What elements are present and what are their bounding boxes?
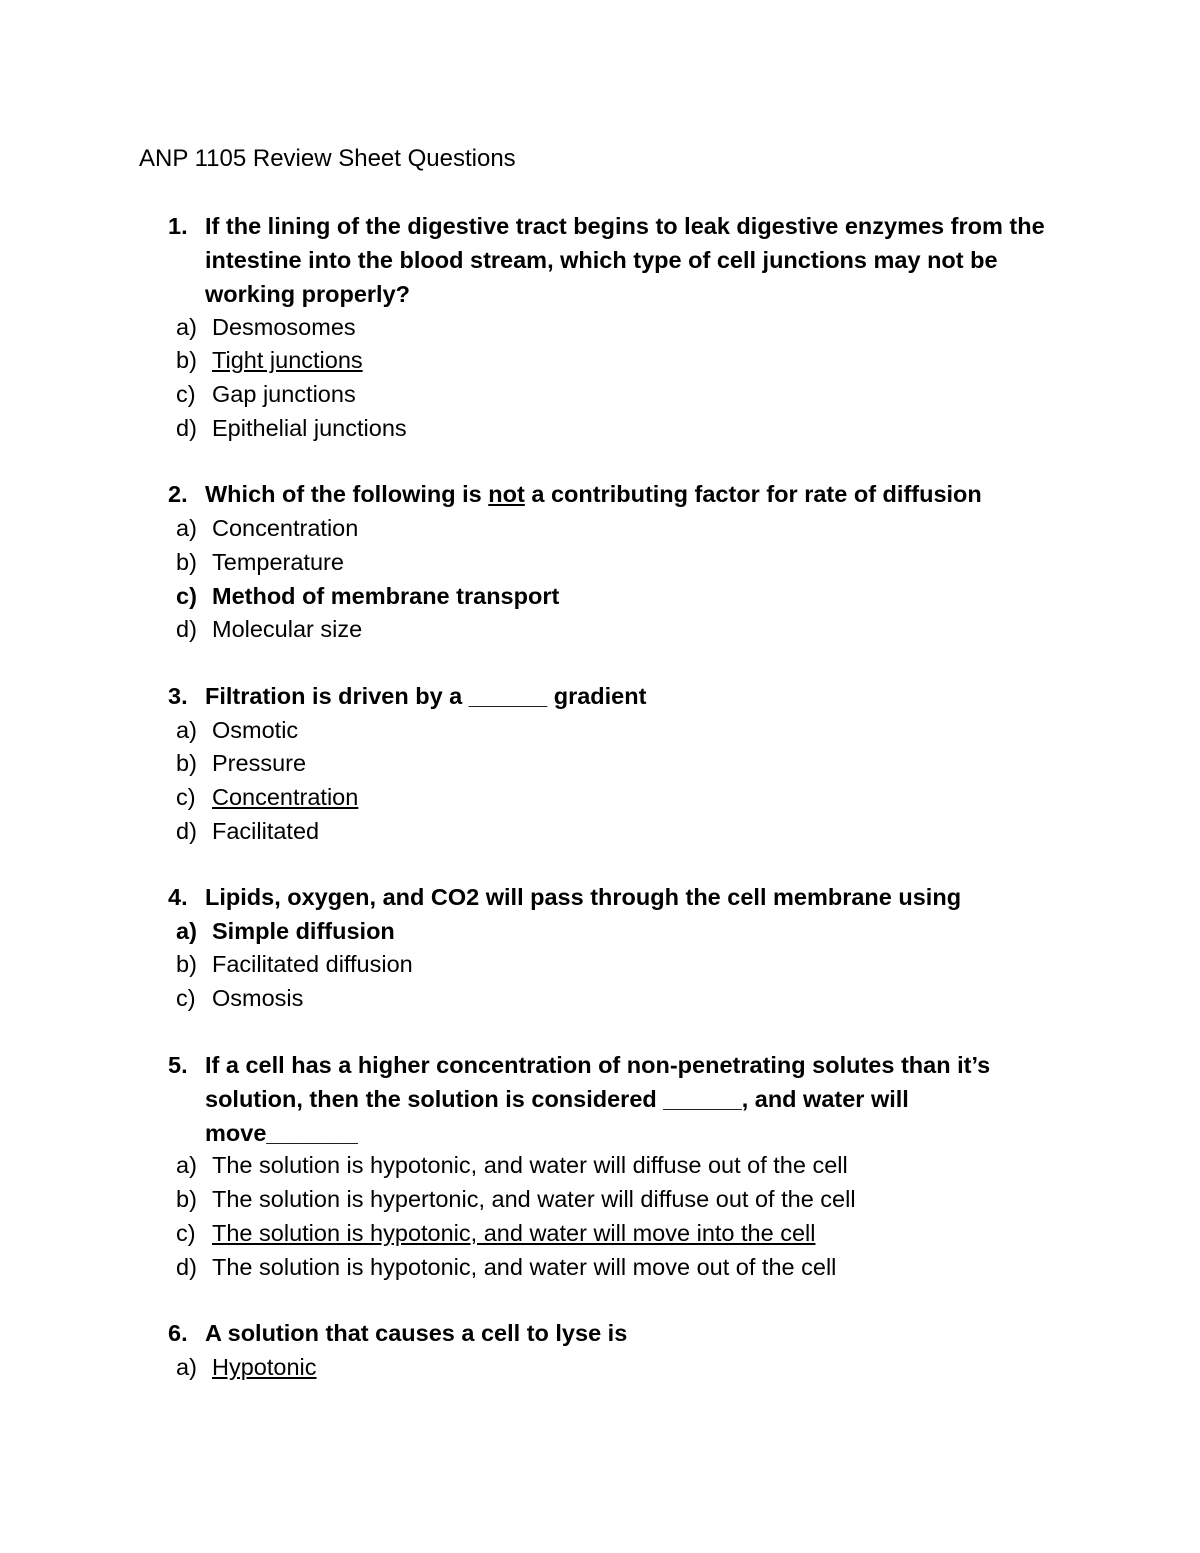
question-text: Lipids, oxygen, and CO2 will pass through the cell membrane using bbox=[205, 884, 962, 910]
option-letter: b) bbox=[176, 347, 197, 373]
question-number: 2. bbox=[168, 481, 188, 507]
option-text: The solution is hypertonic, and water will diffuse out of the cell bbox=[212, 1186, 856, 1212]
option-2d bbox=[176, 612, 362, 646]
option-letter: a) bbox=[176, 1354, 197, 1380]
option-text: Simple diffusion bbox=[212, 918, 395, 944]
option-1c bbox=[176, 377, 356, 411]
option-3d bbox=[176, 814, 319, 848]
option-letter: a) bbox=[176, 918, 197, 944]
option-letter: a) bbox=[176, 1152, 197, 1178]
option-text: Concentration bbox=[212, 515, 359, 541]
option-text: The solution is hypotonic, and water will diffuse out of the cell bbox=[212, 1152, 848, 1178]
option-2a bbox=[176, 511, 358, 545]
option-letter: c) bbox=[176, 1220, 196, 1246]
option-3b bbox=[176, 746, 306, 780]
option-4c bbox=[176, 981, 303, 1015]
option-letter: c) bbox=[176, 784, 196, 810]
question-number: 1. bbox=[168, 213, 188, 239]
option-text: Method of membrane transport bbox=[212, 583, 560, 609]
option-text: Hypotonic bbox=[212, 1354, 317, 1380]
option-letter: b) bbox=[176, 951, 197, 977]
option-4b bbox=[176, 947, 413, 981]
emphasis-not: not bbox=[488, 481, 525, 507]
option-5a bbox=[176, 1148, 848, 1182]
question-6 bbox=[168, 1316, 1078, 1350]
question-number: 5. bbox=[168, 1052, 188, 1078]
option-text: Pressure bbox=[212, 750, 307, 776]
question-4 bbox=[168, 880, 1078, 914]
option-1b bbox=[176, 343, 363, 377]
option-text: Facilitated diffusion bbox=[212, 951, 413, 977]
option-letter: c) bbox=[176, 583, 197, 609]
option-5d bbox=[176, 1250, 836, 1284]
question-text: Filtration is driven by a ______ gradient bbox=[205, 683, 647, 709]
option-letter: d) bbox=[176, 1254, 197, 1280]
option-text: Tight junctions bbox=[212, 347, 363, 373]
question-text: Which of the following is not a contributing factor for rate of diffusion bbox=[205, 481, 982, 507]
option-2b bbox=[176, 545, 344, 579]
option-3a bbox=[176, 713, 298, 747]
option-text: Osmosis bbox=[212, 985, 304, 1011]
option-letter: b) bbox=[176, 750, 197, 776]
option-text: The solution is hypotonic, and water will move into the cell bbox=[212, 1220, 816, 1246]
question-text: A solution that causes a cell to lyse is bbox=[205, 1320, 628, 1346]
option-5c bbox=[176, 1216, 815, 1250]
option-2c bbox=[176, 579, 559, 613]
option-letter: d) bbox=[176, 415, 197, 441]
option-text: Gap junctions bbox=[212, 381, 356, 407]
document-title: ANP 1105 Review Sheet Questions bbox=[139, 145, 516, 172]
question-text: If the lining of the digestive tract begins to leak digestive enzymes from the intestine into the blood stream, which type of cell junctions may not be working properly? bbox=[205, 213, 1045, 307]
option-text: Molecular size bbox=[212, 616, 363, 642]
option-text: Facilitated bbox=[212, 818, 320, 844]
option-letter: c) bbox=[176, 381, 196, 407]
option-1a bbox=[176, 310, 356, 344]
question-number: 3. bbox=[168, 683, 188, 709]
question-text: If a cell has a higher concentration of non-penetrating solutes than it’s solution, then the solution is considered ______, and water will move_______ bbox=[205, 1052, 991, 1146]
question-number: 6. bbox=[168, 1320, 188, 1346]
option-3c bbox=[176, 780, 358, 814]
question-1 bbox=[168, 209, 1078, 311]
question-5 bbox=[168, 1048, 1048, 1150]
option-text: Desmosomes bbox=[212, 314, 356, 340]
option-text: Epithelial junctions bbox=[212, 415, 407, 441]
option-text: The solution is hypotonic, and water will move out of the cell bbox=[212, 1254, 837, 1280]
question-3 bbox=[168, 679, 1078, 713]
option-text: Temperature bbox=[212, 549, 344, 575]
option-5b bbox=[176, 1182, 856, 1216]
option-letter: b) bbox=[176, 549, 197, 575]
question-number: 4. bbox=[168, 884, 188, 910]
option-text: Concentration bbox=[212, 784, 359, 810]
option-1d bbox=[176, 411, 407, 445]
question-2 bbox=[168, 477, 1078, 511]
option-letter: d) bbox=[176, 818, 197, 844]
option-6a bbox=[176, 1350, 317, 1384]
option-letter: a) bbox=[176, 314, 197, 340]
option-letter: a) bbox=[176, 515, 197, 541]
option-letter: b) bbox=[176, 1186, 197, 1212]
option-letter: a) bbox=[176, 717, 197, 743]
option-letter: c) bbox=[176, 985, 196, 1011]
option-letter: d) bbox=[176, 616, 197, 642]
option-4a bbox=[176, 914, 395, 948]
option-text: Osmotic bbox=[212, 717, 299, 743]
